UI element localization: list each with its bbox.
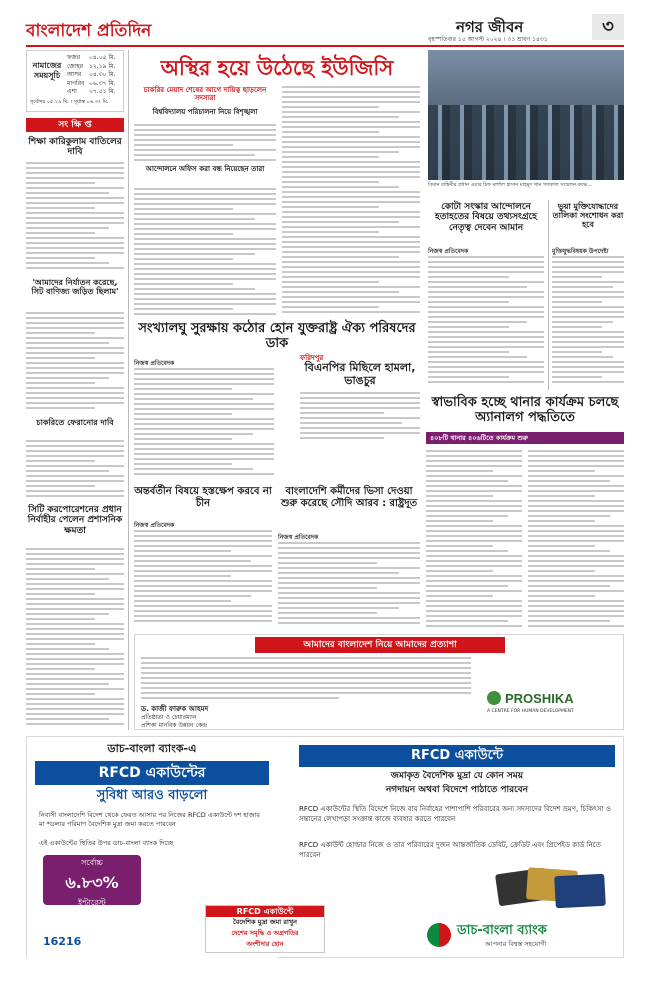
quota-headline: কোটা সংস্কার আন্দোলনে হতাহতের বিষয়ে তথ্যসংগ্রহে নেতৃত্ব দেবেন আমান xyxy=(435,202,537,233)
bank-tag: আপনার বিশ্বস্ত সহযোগী xyxy=(485,940,547,948)
proshika-signer-role: প্রতিষ্ঠাতা ও চেয়ারম্যান xyxy=(141,714,197,721)
police-headline: স্বাভাবিক হচ্ছে থানার কার্যক্রম চলছে অ্যানালগ পদ্ধতিতে xyxy=(431,395,619,425)
prayer-time: ০৪.৩০ মি. xyxy=(89,71,116,78)
sidebar-label: সং ক্ষি প্ত xyxy=(26,118,124,132)
byline: নিজস্ব প্রতিবেদক xyxy=(134,522,175,529)
prayer-time: ১২.১৯ মি. xyxy=(89,62,116,70)
bank-name: ডাচ-বাংলা ব্যাংক xyxy=(457,923,547,938)
prayer-time: ০৭.৫১ মি. xyxy=(89,88,116,95)
interim-headline: অন্তর্বর্তীন বিষয়ে হস্তক্ষেপ করবে না চীন xyxy=(134,486,272,509)
prayer-time: ০৪.০৫ মি. xyxy=(89,54,116,61)
article-text xyxy=(552,256,624,388)
mid-card xyxy=(205,905,325,953)
right-body2: RFCD একাউন্ট হোল্ডার নিজে ও তার পরিবারের দুজন আন্তর্জাতিক ডেবিট, ক্রেডিট এবং প্রিপেইড কার্ড নিতে পারবেন xyxy=(299,841,601,859)
sidebar-text xyxy=(26,440,124,500)
lead-text xyxy=(134,124,276,164)
article-text xyxy=(528,450,624,630)
mid-line: অংশীদার হোন xyxy=(246,940,284,948)
card xyxy=(554,874,606,909)
article-text xyxy=(426,450,522,630)
sidebar-headline: 'আমাদের নির্যাতন করেছে, সিট বাণিজ্য জড়িত ছিলাম' xyxy=(31,278,119,297)
left-body2: এই একাউন্টের স্থিতির উপর ডাচ-বাংলা ব্যাংক দিচ্ছে xyxy=(39,839,174,847)
prayer-time: ০৬.৩৭ মি. xyxy=(89,79,116,87)
page-number: ৩ xyxy=(592,14,624,40)
mid-title: RFCD একাউন্টে xyxy=(206,906,324,917)
article-text xyxy=(134,530,272,628)
news-photo xyxy=(428,50,624,180)
bnp-headline: বিএনপির মিছিলে হামলা, ভাঙচুর xyxy=(304,361,416,387)
cards-graphic xyxy=(497,865,607,915)
bank-ad xyxy=(26,736,624,958)
sidebar-text xyxy=(26,162,124,272)
right-sub: নগদায়ন অথবা বিদেশে পাঠাতে পারবেন xyxy=(385,785,529,795)
prayer-times xyxy=(89,54,115,97)
rate-value: ৬.৮৩% xyxy=(65,873,119,892)
mid-line: বৈদেশিক মুদ্রা জমা রাখুন xyxy=(232,918,298,926)
prayer-name: ফজর xyxy=(67,54,81,61)
article-text xyxy=(428,256,544,388)
sidebar-headline: চাকরিতে ফেরানোর দাবি xyxy=(36,418,114,427)
proshika-logo-sub: A CENTRE FOR HUMAN DEVELOPMENT xyxy=(487,709,574,714)
left-sub: সুবিধা আরও বাড়লো xyxy=(96,788,208,803)
rate-badge xyxy=(43,855,141,905)
masthead-logo: বাংলাদেশ প্রতিদিন xyxy=(26,21,152,41)
lead-deck: বিশ্ববিদ্যালয় পরিচালনা নিয়ে বিশৃঙ্খলা xyxy=(152,108,258,116)
hotline: 16216 xyxy=(43,935,82,948)
lead-headline: অস্থির হয়ে উঠেছে ইউজিসি xyxy=(160,56,394,80)
right-title: RFCD একাউন্টে xyxy=(299,745,615,767)
right-sub: জমাকৃত বৈদেশিক মুদ্রা যে কোন সময় xyxy=(390,771,524,781)
column-divider xyxy=(548,200,549,390)
lead-text xyxy=(282,86,420,316)
right-body: RFCD একাউন্টের স্থিতি বিদেশে নিজে বায় নির্বাহের পাশাপাশি পরিবারের অন্য সদস্যদের বিদেশ ভ্রমণ, চিকিৎসা ও সন্তানের লেখাপড়া সংক্রান্ত কাজে ব্যবহার করতে পারবেন xyxy=(299,805,611,823)
prayer-name: এশা xyxy=(67,88,77,95)
article-text xyxy=(300,392,420,478)
minority-headline: সংখ্যালঘু সুরক্ষায় কঠোর হোন যুক্তরাষ্ট্র ঐক্য পরিষদের ডাক xyxy=(138,321,416,351)
photo-crowd xyxy=(428,105,624,180)
prayer-title: নামাজের সময়সূচি xyxy=(32,61,62,80)
prayer-name: জোহর xyxy=(67,62,83,70)
visa-headline: বাংলাদেশি কর্মীদের ভিসা দেওয়া শুরু করেছে সৌদি আরব : রাষ্ট্রদূত xyxy=(280,486,418,509)
proshika-logo-icon xyxy=(487,691,501,705)
bnp-kicker: ফরিদপুর xyxy=(300,354,324,362)
side-headline: ভুয়া মুক্তিযোদ্ধাদের তালিকা সংশোধন করা হবে xyxy=(552,202,624,230)
rate-bottom: ইন্টারেস্ট xyxy=(78,898,106,907)
article-text xyxy=(278,542,420,628)
column-divider xyxy=(128,50,129,730)
byline: নিজস্ব প্রতিবেদক xyxy=(134,360,175,367)
proshika-title: আমাদের বাংলাদেশ নিয়ে আমাদের প্রত্যাশা xyxy=(255,637,505,653)
proshika-org: প্রশিকা মানবিক উন্নয়ন কেন্দ্র xyxy=(141,722,208,729)
left-rfcd-banner: RFCD একাউন্টের xyxy=(35,761,269,785)
prayer-name: মাগরিব xyxy=(67,79,85,87)
prayer-name: আসর xyxy=(67,71,82,78)
left-body: নিবাসী বাংলাদেশি বিদেশ থেকে ফেরত আসার পর নিজের RFCD একাউন্টে দশ হাজার মা *ডলার পরিমাণ বৈদেশিক মুদ্রা জমা করতে পারবেন xyxy=(39,811,260,828)
sidebar-headline: সিটি করপোরেশনের প্রধান নির্বাহীর পেলেন প্রশাসনিক ক্ষমতা xyxy=(27,505,123,536)
bank-logo xyxy=(427,921,615,953)
left-title: ডাচ-বাংলা ব্যাংক-এ xyxy=(107,742,197,755)
proshika-statement xyxy=(134,634,624,730)
proshika-signer: ড. কাজী ফারুক আহমদ xyxy=(141,705,209,713)
byline: মুক্তিযুদ্ধবিষয়ক উপদেষ্টা xyxy=(552,248,609,255)
prayer-names xyxy=(67,54,84,97)
lead-text xyxy=(134,188,276,318)
article-text xyxy=(134,368,274,480)
sidebar-headline: শিক্ষা কারিকুলাম বাতিলের দাবি xyxy=(28,137,122,158)
police-tag: ৪০৮টি থানার ৪০৬টিতে কার্যক্রম শুরু xyxy=(426,432,624,444)
sidebar-text xyxy=(26,312,124,412)
masthead xyxy=(26,14,624,44)
masthead-rule xyxy=(26,45,624,47)
byline: নিজস্ব প্রতিবেদক xyxy=(278,534,319,541)
section-title: নগর জীবন xyxy=(456,18,524,36)
bank-logo-mark xyxy=(427,923,451,947)
lead-deck: আন্দোলনে অফিস করা বন্ধ নিয়েছেন তারা xyxy=(145,165,265,173)
proshika-logo: PROSHIKA xyxy=(505,691,574,706)
byline: নিজস্ব প্রতিবেদক xyxy=(428,248,469,255)
prayer-times-box xyxy=(26,50,124,112)
proshika-text xyxy=(141,657,471,703)
edition-date: বৃহস্পতিবার ১৫ আগস্ট ২০২৪ । ৩১ শ্রাবণ ১৪৩১ xyxy=(428,36,548,43)
sidebar-text xyxy=(26,548,124,728)
sun-times: সূর্যোদয় ০৫.২৯ মি. । সূর্যাস্ত ০৬.৩৭ মি. xyxy=(30,99,109,105)
rate-top: সর্বোচ্চ xyxy=(81,858,103,867)
lead-deck: চাকরির মেয়াদ শেষের আগে দায়িত্ব ছাড়লেন সদস্যরা xyxy=(143,86,267,103)
mid-line: দেশের সমৃদ্ধি ও অগ্রগতির xyxy=(231,929,299,937)
photo-caption: বিমান বাহিনীর প্রধান এয়ার চিফ মার্শাল হাসান মাহমুদ খান গতকাল সম্মেলন কক্ষে... xyxy=(428,182,592,188)
